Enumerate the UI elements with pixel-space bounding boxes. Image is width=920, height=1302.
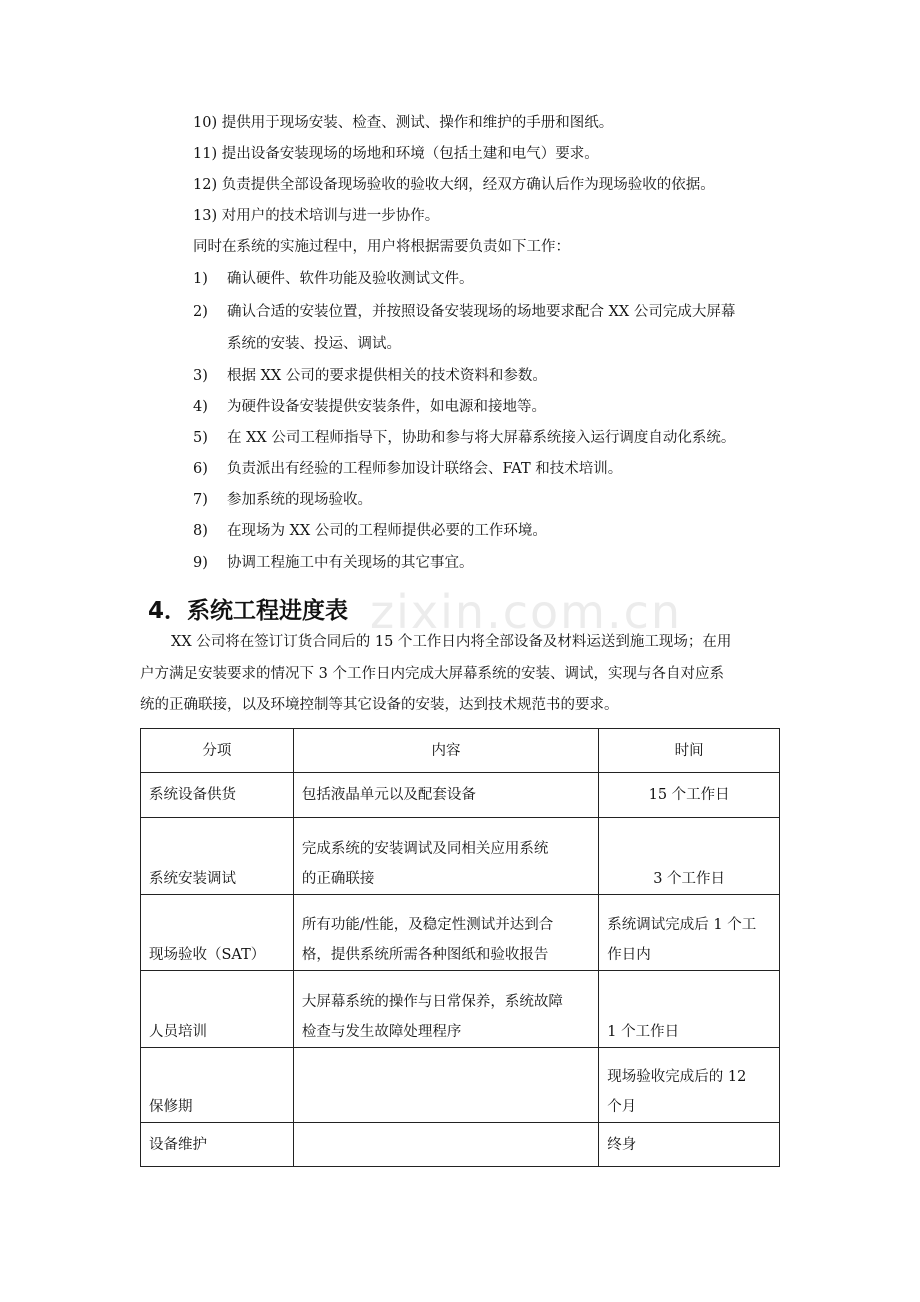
watermark: zixin.com.cn — [370, 585, 683, 639]
list-text: 确认硬件、软件功能及验收测试文件。 — [227, 271, 474, 287]
list-number: 10) — [193, 115, 218, 131]
list-item — [193, 144, 599, 164]
list-number: 7) — [193, 492, 208, 508]
list-item — [193, 269, 474, 289]
cell-content — [293, 895, 598, 971]
list-item — [193, 428, 735, 448]
cell-time: 15 个工作日 — [599, 773, 780, 818]
list-item — [193, 397, 546, 417]
list-item — [193, 521, 547, 541]
list-item — [193, 302, 735, 322]
paragraph-line: XX 公司将在签订订货合同后的 15 个工作日内将全部设备及材料运送到施工现场；在用 — [171, 634, 732, 650]
list-text: 为硬件设备安装提供安装条件，如电源和接地等。 — [227, 399, 546, 415]
cell-content — [293, 971, 598, 1048]
list-text: 参加系统的现场验收。 — [227, 492, 372, 508]
list-item — [193, 366, 547, 386]
list-text: 根据 XX 公司的要求提供相关的技术资料和参数。 — [227, 368, 547, 384]
list-text: 确认合适的安装位置，并按照设备安装现场的场地要求配合 XX 公司完成大屏幕 — [227, 304, 736, 320]
cell-line: 所有功能/性能，及稳定性测试并达到合 — [301, 917, 554, 933]
list-number: 5) — [193, 430, 208, 446]
list-text: 协调工程施工中有关现场的其它事宜。 — [227, 555, 474, 571]
cell-line: 作日内 — [607, 947, 651, 963]
cell-content — [293, 1123, 598, 1167]
cell-time — [599, 895, 780, 971]
cell-line: 系统调试完成后 1 个工 — [607, 917, 757, 933]
list-item — [193, 459, 622, 479]
list-text: 负责提供全部设备现场验收的验收大纲，经双方确认后作为现场验收的依据。 — [221, 177, 715, 193]
list-text: 负责派出有经验的工程师参加设计联络会、FAT 和技术培训。 — [227, 461, 623, 477]
cell-line: 检查与发生故障处理程序 — [301, 1024, 462, 1040]
cell-time: 1 个工作日 — [599, 971, 780, 1048]
section-heading: 4．系统工程进度表 — [148, 598, 349, 624]
list-item — [193, 490, 372, 510]
cell-line: 大屏幕系统的操作与日常保养，系统故障 — [301, 994, 563, 1010]
list-item — [193, 175, 715, 195]
cell-time: 3 个工作日 — [599, 818, 780, 895]
header-item: 分项 — [141, 729, 294, 773]
cell-content: 包括液晶单元以及配套设备 — [293, 773, 598, 818]
cell-line: 个月 — [607, 1099, 637, 1115]
list-text: 在 XX 公司工程师指导下，协助和参与将大屏幕系统接入运行调度自动化系统。 — [227, 430, 736, 446]
cell-content — [293, 1048, 598, 1123]
list-item — [193, 113, 613, 133]
cell-item: 现场验收（SAT） — [141, 895, 294, 971]
header-time: 时间 — [599, 729, 780, 773]
paragraph-line: 户方满足安装要求的情况下 3 个工作日内完成大屏幕系统的安装、调试，实现与各自对应系 — [140, 666, 724, 682]
user-intro: 同时在系统的实施过程中，用户将根据需要负责如下工作： — [193, 239, 570, 255]
table-header-row — [141, 729, 780, 773]
cell-time — [599, 1048, 780, 1123]
list-text: 在现场为 XX 公司的工程师提供必要的工作环境。 — [227, 523, 547, 539]
cell-item: 人员培训 — [141, 971, 294, 1048]
schedule-table — [140, 728, 780, 1167]
list-number: 2) — [193, 304, 208, 320]
cell-item: 系统设备供货 — [141, 773, 294, 818]
cell-line: 完成系统的安装调试及同相关应用系统 — [301, 841, 549, 857]
list-number: 11) — [193, 146, 218, 162]
header-content: 内容 — [293, 729, 598, 773]
cell-line: 格，提供系统所需各种图纸和验收报告 — [301, 947, 549, 963]
cell-item: 系统安装调试 — [141, 818, 294, 895]
list-number: 4) — [193, 399, 208, 415]
list-number: 13) — [193, 208, 218, 224]
list-text-continued: 系统的安装、投运、调试。 — [227, 336, 401, 352]
list-text: 提出设备安装现场的场地和环境（包括土建和电气）要求。 — [221, 146, 599, 162]
table-row — [141, 1048, 780, 1123]
table-row — [141, 773, 780, 818]
list-number: 8) — [193, 523, 208, 539]
list-number: 12) — [193, 177, 218, 193]
paragraph-line: 统的正确联接，以及环境控制等其它设备的安装，达到技术规范书的要求。 — [140, 697, 619, 713]
cell-item: 设备维护 — [141, 1123, 294, 1167]
cell-line: 的正确联接 — [301, 871, 375, 887]
list-number: 9) — [193, 555, 208, 571]
list-number: 3) — [193, 368, 208, 384]
table-row — [141, 818, 780, 895]
list-text: 提供用于现场安装、检查、测试、操作和维护的手册和图纸。 — [221, 115, 614, 131]
list-text: 对用户的技术培训与进一步协作。 — [221, 208, 440, 224]
table-row — [141, 971, 780, 1048]
list-item — [193, 206, 439, 226]
table-row — [141, 1123, 780, 1167]
cell-content — [293, 818, 598, 895]
cell-item: 保修期 — [141, 1048, 294, 1123]
table-row — [141, 895, 780, 971]
cell-time: 终身 — [599, 1123, 780, 1167]
cell-line: 现场验收完成后的 12 — [607, 1069, 747, 1085]
list-item — [193, 553, 474, 573]
list-number: 1) — [193, 271, 208, 287]
list-number: 6) — [193, 461, 208, 477]
